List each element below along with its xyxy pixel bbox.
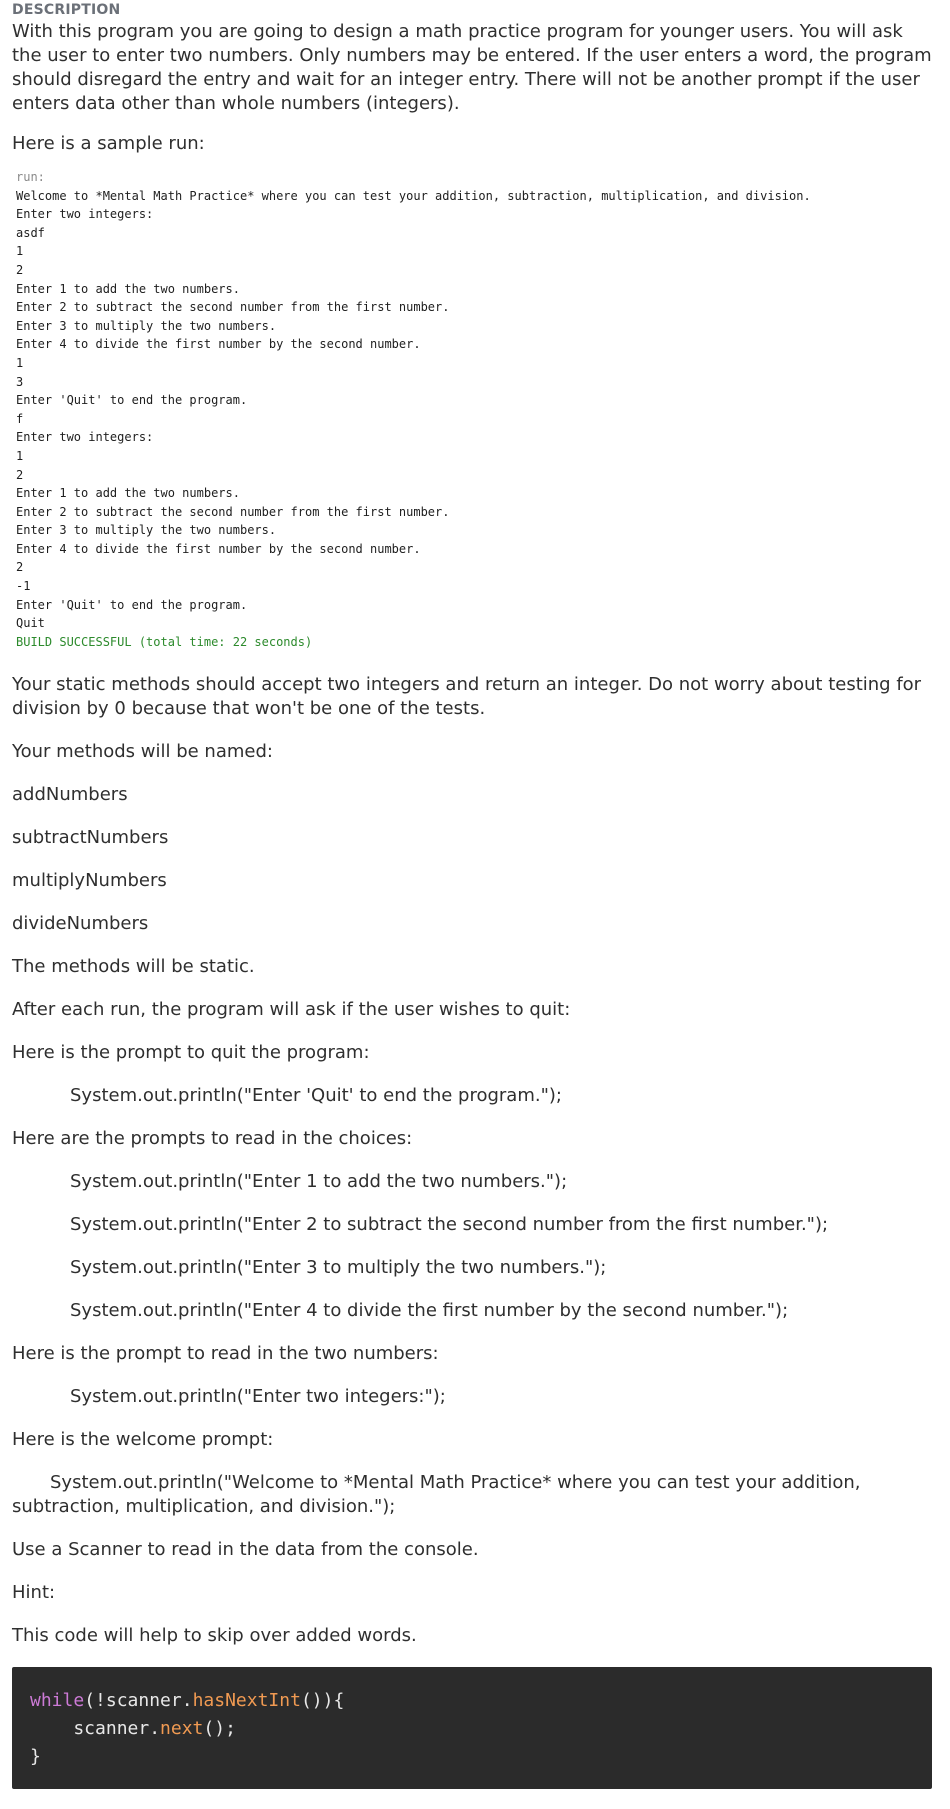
code-function: next (160, 1718, 204, 1740)
console-line: f (16, 411, 24, 426)
two-numbers-code: System.out.println("Enter two integers:"); (70, 1386, 446, 1408)
code-function: hasNextInt (192, 1690, 301, 1712)
method-name: divideNumbers (12, 913, 149, 935)
console-line: 1 (16, 448, 24, 463)
scanner-paragraph: Use a Scanner to read in the data from the console. (12, 1539, 479, 1561)
console-line: 1 (16, 244, 24, 259)
method-name: addNumbers (12, 784, 128, 806)
console-line: Enter 2 to subtract the second number from the first number. (16, 300, 450, 315)
code-text: (!scanner. (84, 1690, 193, 1712)
code-text: (); (203, 1718, 236, 1740)
console-line: Enter 'Quit' to end the program. (16, 393, 248, 408)
console-line: 2 (16, 262, 24, 277)
choice-prompt: System.out.println("Enter 1 to add the two numbers."); (70, 1171, 568, 1193)
console-line: Enter 4 to divide the first number by the second number. (16, 541, 421, 556)
console-line: 1 (16, 355, 24, 370)
console-line: Enter 3 to multiply the two numbers. (16, 523, 277, 538)
code-text: ()){ (300, 1690, 345, 1712)
console-line: 3 (16, 374, 24, 389)
console-line: Quit (16, 616, 45, 631)
welcome-code-text: System.out.println("Welcome to *Mental Math Practice* where you can test your addition, subtraction, multiplication, and division."); (12, 1472, 861, 1518)
console-line: 2 (16, 467, 24, 482)
welcome-code (12, 1471, 938, 1519)
intro-paragraph: With this program you are going to design a math practice program for younger users. You will ask the user to enter two numbers. Only numbers may be entered. If the user enters a word, the program should disregard the entry and wait for an integer entry. There will not be another prompt if the user enters data other than whole numbers (integers). (12, 21, 932, 114)
sample-run-label: Here is a sample run: (12, 133, 205, 154)
code-text: scanner. (30, 1718, 161, 1740)
console-line: Welcome to *Mental Math Practice* where you can test your addition, subtraction, multiplication, and division. (16, 188, 811, 203)
console-line: 2 (16, 560, 24, 575)
build-status: BUILD SUCCESSFUL (total time: 22 seconds) (16, 634, 313, 649)
choice-prompt: System.out.println("Enter 4 to divide the first number by the second number."); (70, 1300, 789, 1322)
welcome-label: Here is the welcome prompt: (12, 1429, 274, 1451)
choice-prompt: System.out.println("Enter 3 to multiply the two numbers."); (70, 1257, 607, 1279)
console-run-label: run: (16, 170, 45, 184)
choices-label: Here are the prompts to read in the choices: (12, 1128, 413, 1150)
methods-named-label: Your methods will be named: (12, 741, 273, 763)
static-methods-paragraph: Your static methods should accept two integers and return an integer. Do not worry about testing for division by 0 because that won't be one of the tests. (12, 674, 922, 720)
console-line: Enter 3 to multiply the two numbers. (16, 318, 277, 333)
quit-prompt-label: Here is the prompt to quit the program: (12, 1042, 370, 1064)
console-line: asdf (16, 225, 45, 240)
code-line-3: } (30, 1746, 41, 1768)
quit-prompt-code: System.out.println("Enter 'Quit' to end the program."); (70, 1085, 562, 1107)
choice-prompt: System.out.println("Enter 2 to subtract the second number from the first number."); (70, 1214, 829, 1236)
after-run-paragraph: After each run, the program will ask if the user wishes to quit: (12, 999, 571, 1021)
two-numbers-label: Here is the prompt to read in the two numbers: (12, 1343, 439, 1365)
method-name: subtractNumbers (12, 827, 169, 849)
console-line: Enter two integers: (16, 207, 154, 222)
console-line: -1 (16, 579, 31, 594)
console-line: Enter 4 to divide the first number by the second number. (16, 337, 421, 352)
console-line: Enter 2 to subtract the second number from the first number. (16, 504, 450, 519)
sample-run-console (16, 168, 938, 651)
methods-static-paragraph: The methods will be static. (12, 956, 255, 978)
hint-paragraph: This code will help to skip over added words. (12, 1625, 417, 1647)
hint-label: Hint: (12, 1582, 56, 1604)
console-line: Enter 1 to add the two numbers. (16, 281, 240, 296)
hint-code-block (12, 1667, 932, 1789)
section-heading: DESCRIPTION (12, 2, 121, 18)
code-line-2 (30, 1715, 914, 1743)
code-line-1 (30, 1687, 914, 1715)
code-keyword: while (30, 1690, 85, 1712)
console-line: Enter 'Quit' to end the program. (16, 597, 248, 612)
method-name: multiplyNumbers (12, 870, 167, 892)
console-line: Enter two integers: (16, 430, 154, 445)
console-line: Enter 1 to add the two numbers. (16, 486, 240, 501)
